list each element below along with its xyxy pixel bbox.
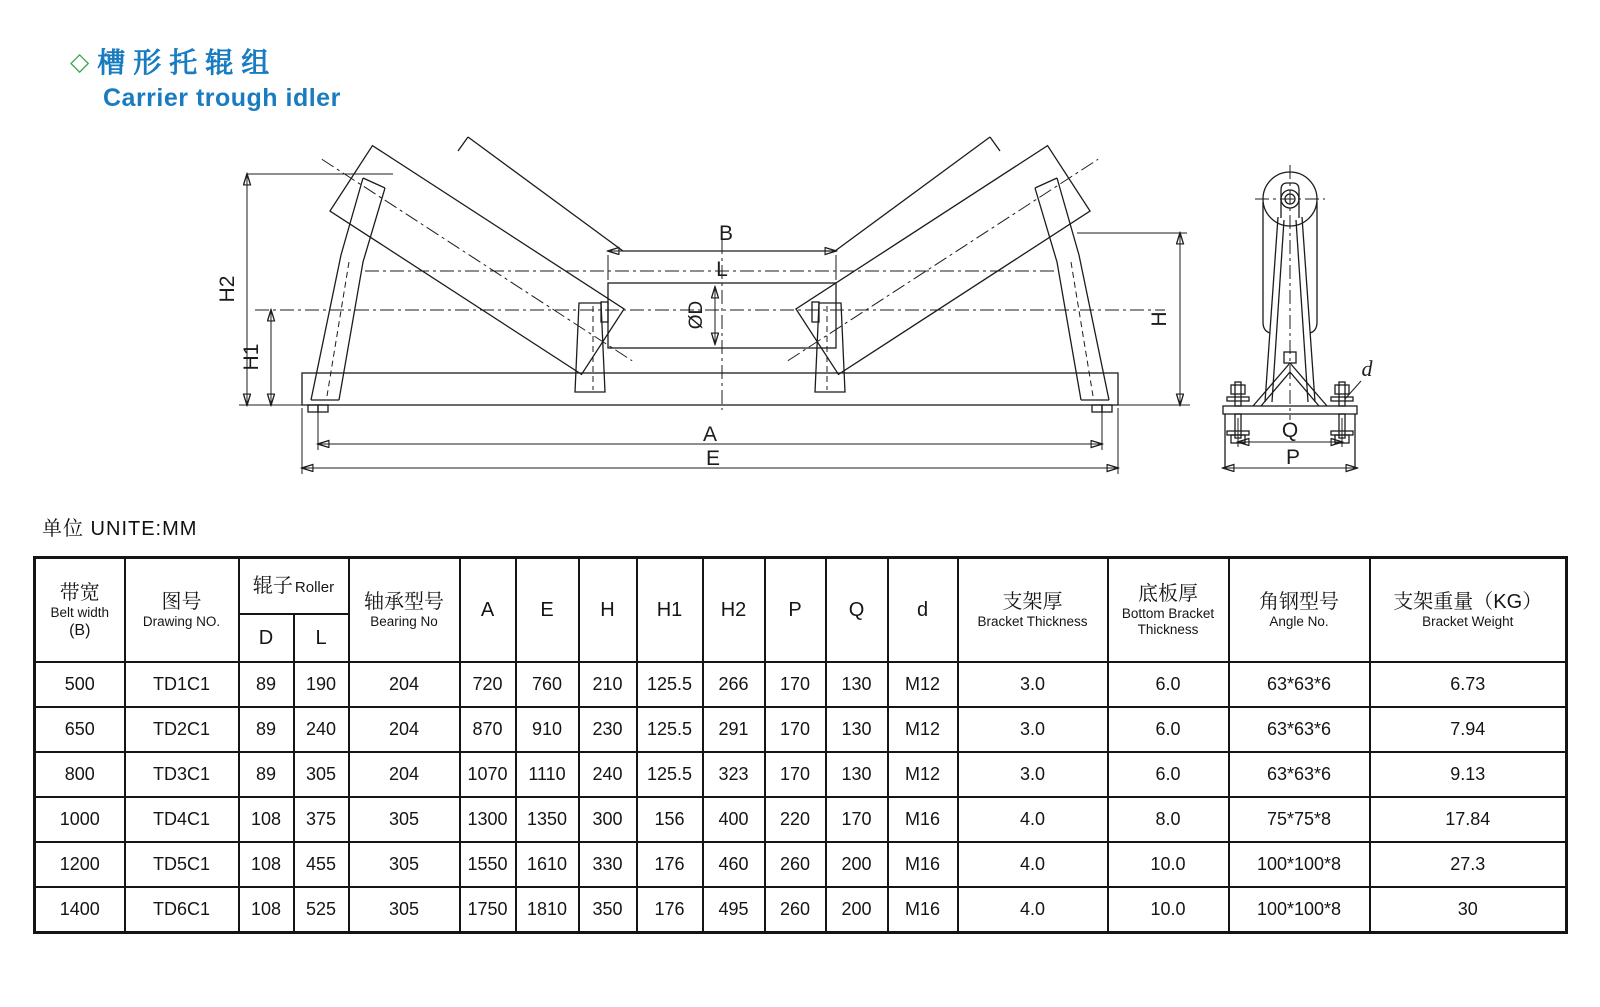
dim-label-d: d bbox=[1361, 356, 1373, 381]
table-cell: 4.0 bbox=[958, 887, 1108, 933]
table-cell: 130 bbox=[826, 707, 888, 752]
table-cell: 10.0 bbox=[1108, 842, 1229, 887]
table-cell: 7.94 bbox=[1370, 707, 1567, 752]
header-en: Bottom Bracket bbox=[1121, 606, 1215, 621]
center-roller-supports bbox=[575, 302, 845, 392]
header-en: Angle No. bbox=[1269, 614, 1329, 629]
table-cell: 130 bbox=[826, 662, 888, 707]
table-cell: 1550 bbox=[460, 842, 516, 887]
right-bracket bbox=[1035, 178, 1109, 400]
table-cell: 108 bbox=[239, 797, 294, 842]
header-zh: 底板厚 bbox=[1138, 583, 1198, 605]
dim-label-q: Q bbox=[1281, 419, 1299, 442]
header-en: Roller bbox=[294, 579, 335, 596]
table-cell: 495 bbox=[703, 887, 765, 933]
left-bracket bbox=[311, 178, 385, 400]
col-header-h2: H2 bbox=[703, 558, 765, 663]
right-wing-roller bbox=[767, 127, 1120, 394]
table-cell: 650 bbox=[35, 707, 125, 752]
table-cell: M12 bbox=[888, 707, 958, 752]
technical-drawing bbox=[215, 110, 1375, 500]
table-cell: M16 bbox=[888, 842, 958, 887]
col-header-bracket-weight bbox=[1370, 558, 1567, 663]
header-sub: (B) bbox=[69, 621, 91, 639]
col-header-bearing bbox=[349, 558, 460, 663]
page-title-block bbox=[70, 48, 341, 113]
table-cell: 200 bbox=[826, 842, 888, 887]
table-cell: 100*100*8 bbox=[1229, 887, 1370, 933]
col-header-q: Q bbox=[826, 558, 888, 663]
table-cell: M12 bbox=[888, 662, 958, 707]
table-cell: 305 bbox=[349, 842, 460, 887]
header-en: Drawing NO. bbox=[142, 614, 221, 629]
table-row bbox=[35, 662, 1567, 707]
table-cell: M16 bbox=[888, 887, 958, 933]
table-cell: 400 bbox=[703, 797, 765, 842]
table-cell: TD2C1 bbox=[125, 707, 239, 752]
col-header-bottom-bracket bbox=[1108, 558, 1229, 663]
col-header-drawing-no bbox=[125, 558, 239, 663]
header-en: Thickness bbox=[1137, 622, 1199, 637]
table-cell: 89 bbox=[239, 752, 294, 797]
table-cell: 27.3 bbox=[1370, 842, 1567, 887]
table-cell: 323 bbox=[703, 752, 765, 797]
table-cell: 1300 bbox=[460, 797, 516, 842]
table-cell: 170 bbox=[765, 662, 826, 707]
table-cell: 230 bbox=[579, 707, 637, 752]
table-cell: 870 bbox=[460, 707, 516, 752]
table-cell: 1070 bbox=[460, 752, 516, 797]
table-cell: 125.5 bbox=[637, 662, 703, 707]
table-cell: 305 bbox=[294, 752, 349, 797]
table-cell: 6.0 bbox=[1108, 662, 1229, 707]
header-en: Bearing No bbox=[370, 614, 438, 629]
diamond-bullet-icon: ◇ bbox=[70, 48, 90, 76]
table-cell: 75*75*8 bbox=[1229, 797, 1370, 842]
header-zh: 支架厚 bbox=[1002, 591, 1063, 613]
table-cell: TD1C1 bbox=[125, 662, 239, 707]
table-cell: 108 bbox=[239, 842, 294, 887]
table-cell: TD3C1 bbox=[125, 752, 239, 797]
table-cell: 3.0 bbox=[958, 752, 1108, 797]
dim-label-l: L bbox=[716, 258, 728, 281]
table-cell: 220 bbox=[765, 797, 826, 842]
page-title-english: Carrier trough idler bbox=[103, 84, 341, 112]
table-cell: 6.0 bbox=[1108, 707, 1229, 752]
table-cell: 305 bbox=[349, 887, 460, 933]
dim-label-diameter: ØD bbox=[686, 300, 707, 330]
table-cell: 1400 bbox=[35, 887, 125, 933]
table-row bbox=[35, 752, 1567, 797]
table-cell: 100*100*8 bbox=[1229, 842, 1370, 887]
table-cell: TD6C1 bbox=[125, 887, 239, 933]
table-cell: 30 bbox=[1370, 887, 1567, 933]
col-header-p: P bbox=[765, 558, 826, 663]
table-cell: 240 bbox=[294, 707, 349, 752]
col-header-e: E bbox=[516, 558, 579, 663]
side-view-drawing bbox=[1223, 165, 1374, 469]
table-cell: 1610 bbox=[516, 842, 579, 887]
table-cell: 170 bbox=[765, 707, 826, 752]
table-cell: 4.0 bbox=[958, 842, 1108, 887]
dim-label-h: H bbox=[1148, 311, 1171, 327]
table-cell: 350 bbox=[579, 887, 637, 933]
table-cell: 204 bbox=[349, 662, 460, 707]
dim-label-b: B bbox=[718, 222, 734, 245]
table-row bbox=[35, 887, 1567, 933]
table-cell: 3.0 bbox=[958, 707, 1108, 752]
table-cell: 1110 bbox=[516, 752, 579, 797]
header-en: Bracket Thickness bbox=[977, 614, 1088, 629]
table-cell: 305 bbox=[349, 797, 460, 842]
page-title-chinese: 槽形托辊组 bbox=[97, 47, 278, 78]
table-cell: TD5C1 bbox=[125, 842, 239, 887]
table-cell: 210 bbox=[579, 662, 637, 707]
table-cell: 130 bbox=[826, 752, 888, 797]
table-cell: 1750 bbox=[460, 887, 516, 933]
header-zh: 角钢型号 bbox=[1259, 591, 1339, 613]
table-cell: 10.0 bbox=[1108, 887, 1229, 933]
table-cell: 89 bbox=[239, 662, 294, 707]
header-zh: 带宽 bbox=[59, 581, 100, 604]
dim-label-h1: H1 bbox=[240, 343, 263, 371]
header-en: Bracket Weight bbox=[1422, 614, 1514, 629]
table-cell: 17.84 bbox=[1370, 797, 1567, 842]
table-cell: 240 bbox=[579, 752, 637, 797]
table-cell: 1000 bbox=[35, 797, 125, 842]
table-cell: 125.5 bbox=[637, 752, 703, 797]
spec-table bbox=[33, 556, 1568, 934]
table-cell: 1200 bbox=[35, 842, 125, 887]
table-cell: 176 bbox=[637, 842, 703, 887]
table-cell: 460 bbox=[703, 842, 765, 887]
table-cell: 125.5 bbox=[637, 707, 703, 752]
table-cell: 8.0 bbox=[1108, 797, 1229, 842]
col-header-roller-l: L bbox=[294, 614, 349, 662]
header-zh: 支架重量（KG） bbox=[1393, 591, 1543, 613]
table-cell: 170 bbox=[765, 752, 826, 797]
table-cell: 89 bbox=[239, 707, 294, 752]
col-header-roller bbox=[239, 558, 349, 615]
col-header-a: A bbox=[460, 558, 516, 663]
header-zh: 图号 bbox=[161, 591, 202, 613]
dim-label-p: P bbox=[1285, 446, 1301, 469]
dim-label-a: A bbox=[702, 423, 718, 446]
table-cell: 4.0 bbox=[958, 797, 1108, 842]
table-cell: 9.13 bbox=[1370, 752, 1567, 797]
col-header-bracket-thickness bbox=[958, 558, 1108, 663]
table-cell: 6.73 bbox=[1370, 662, 1567, 707]
table-cell: 176 bbox=[637, 887, 703, 933]
col-header-angle-no bbox=[1229, 558, 1370, 663]
table-cell: 200 bbox=[826, 887, 888, 933]
table-cell: 720 bbox=[460, 662, 516, 707]
table-cell: 760 bbox=[516, 662, 579, 707]
table-cell: 204 bbox=[349, 752, 460, 797]
table-cell: 170 bbox=[826, 797, 888, 842]
front-view-drawing bbox=[216, 127, 1190, 474]
header-en: Belt width bbox=[50, 604, 110, 620]
table-cell: 455 bbox=[294, 842, 349, 887]
table-row bbox=[35, 707, 1567, 752]
table-cell: 108 bbox=[239, 887, 294, 933]
table-cell: 156 bbox=[637, 797, 703, 842]
table-cell: 266 bbox=[703, 662, 765, 707]
table-cell: 6.0 bbox=[1108, 752, 1229, 797]
table-cell: M12 bbox=[888, 752, 958, 797]
table-cell: 375 bbox=[294, 797, 349, 842]
table-cell: 63*63*6 bbox=[1229, 662, 1370, 707]
table-row bbox=[35, 797, 1567, 842]
table-cell: 291 bbox=[703, 707, 765, 752]
table-cell: 204 bbox=[349, 707, 460, 752]
table-cell: 525 bbox=[294, 887, 349, 933]
table-cell: TD4C1 bbox=[125, 797, 239, 842]
table-cell: 330 bbox=[579, 842, 637, 887]
header-zh: 轴承型号 bbox=[364, 591, 444, 613]
table-header-row bbox=[35, 558, 1567, 615]
col-header-belt-width bbox=[35, 558, 125, 663]
unit-label: 单位 UNITE:MM bbox=[42, 518, 198, 540]
col-header-h: H bbox=[579, 558, 637, 663]
table-cell: 63*63*6 bbox=[1229, 752, 1370, 797]
header-zh: 辊子 bbox=[252, 575, 293, 597]
table-cell: M16 bbox=[888, 797, 958, 842]
table-cell: 260 bbox=[765, 842, 826, 887]
table-cell: 910 bbox=[516, 707, 579, 752]
table-cell: 800 bbox=[35, 752, 125, 797]
dim-label-e: E bbox=[705, 447, 721, 470]
left-wing-roller bbox=[301, 127, 654, 394]
table-cell: 63*63*6 bbox=[1229, 707, 1370, 752]
table-cell: 300 bbox=[579, 797, 637, 842]
table-cell: 260 bbox=[765, 887, 826, 933]
table-cell: 3.0 bbox=[958, 662, 1108, 707]
col-header-h1: H1 bbox=[637, 558, 703, 663]
col-header-roller-d: D bbox=[239, 614, 294, 662]
dim-label-h2: H2 bbox=[216, 275, 239, 303]
table-cell: 190 bbox=[294, 662, 349, 707]
col-header-d: d bbox=[888, 558, 958, 663]
table-row bbox=[35, 842, 1567, 887]
table-cell: 1350 bbox=[516, 797, 579, 842]
base-channel bbox=[302, 373, 1118, 405]
table-cell: 1810 bbox=[516, 887, 579, 933]
table-cell: 500 bbox=[35, 662, 125, 707]
